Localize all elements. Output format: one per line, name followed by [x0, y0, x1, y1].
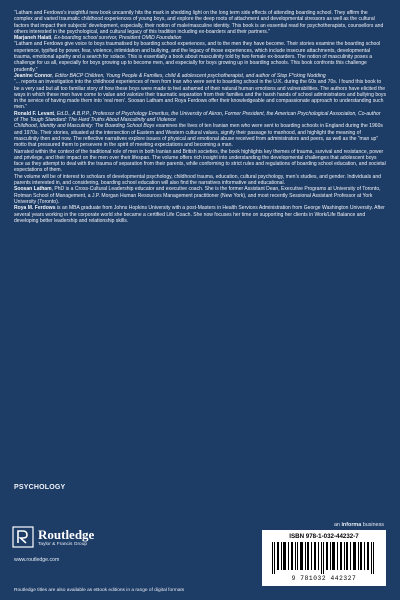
author-bio [14, 186, 386, 205]
endorser-name: Ronald F. Levant [14, 110, 55, 117]
publisher-url[interactable]: www.routledge.com [14, 557, 60, 563]
author-name: Roya M. Ferdows [14, 205, 56, 212]
endorser-role: , Editor BACP Children, Young People & Families, child & adolescent psychotherapist, and author of Stop F*cking Nodding [52, 72, 326, 79]
ebook-note: Routledge titles are also available as eBook editions in a range of digital formats [14, 588, 185, 593]
endorser-name: Marjaneh Halati [14, 35, 52, 42]
endorser-role: , Ed.D., A.B.P.P., Professor of Psychology Emeritus, the University of Akron, Former President, the American Psychological Association, Co-author of The Tough Standard: The Hard Truths About Masculinity and Violence [14, 110, 381, 124]
cover-text [14, 10, 386, 224]
publisher-name: Routledge [38, 527, 95, 542]
author-name: Soosan Latham [14, 186, 52, 193]
author-bio-text: , PhD is a Cross-Cultural Leadership educator and executive coach. She is the former Assistant Dean, Executive Programs at University of Toronto, Rotman School of Management, a J.P. Morgan Human Resources Management practitioner (New York), and most recently Sessional Assistant Professor at York University (Toronto). [14, 186, 381, 205]
author-bio-text: is an MBA graduate from Johns Hopkins University with a post-Masters in Health Services Administration from George Washington University. After several years working in the corporate world she became a certified Life Coach. She now focuses her time on supporting her clients in Work/Life Balance and developing better leadership and relationship skills. [14, 205, 385, 224]
routledge-logo-icon [12, 526, 34, 548]
barcode-icon [270, 542, 378, 574]
endorsement-quote: “Latham and Ferdows give voice to boys traumatised by boarding school experiences, and to the men they have become. Their stories examine the boarding school experience, typified by power, fear, violence, intimidation and bullying, and the legacy of those experiences, which include insecure attachments, developmental trauma, emotional apathy and a search for solace. This is essentially a book about masculinity told by two female ex-boarders. The notion of masculinity poses a challenge for us all, especially for boys growing up to become men, and especially for boys growing up in boarding schools. This book confronts this challenge prudently.” [14, 41, 381, 73]
endorser-role: , Ex-boarding school survivor, President OMID Foundation [51, 35, 182, 42]
endorsement-attribution [14, 111, 386, 124]
endorsement-quote: “... reports an investigation into the childhood experiences of men from Iran who were sent to boarding school in the U.K. during the 60s and 70s. I found this book to be a very sad but all too familiar story of how these boys were made to feel ashamed of their natural human emotions and vulnerabilities. The authors have elicited the ways in which these men have come to value and valorize their traumatic separation from their families and the harsh hands of school administrators and bullying boys in the service of having made them into ‘real men’. Soosan Latham and Roya Ferdows offer their knowledgeable and compassionate approach to understanding such men.” [14, 79, 386, 111]
endorsement-quote: “Latham and Ferdows’s insightful new book uncannily hits the mark in shedding light on the long term side effects of attending boarding school. They affirm the complex and varied traumatic childhood experiences of young boys, and explore the deep roots of attachment and developmental stressors as well as the cultural factors that impact their subjects’ development, especially, their notion of male/masculine identity. This book is an essential read for psychotherapists, counsellors and others interested in the psychological, and cultural legacy of this tradition including ex-boarders and their partners.” [14, 10, 384, 35]
barcode-panel [262, 530, 386, 586]
barcode-digits: 9 781032 442327 [291, 575, 357, 582]
book-description: Narrated within the context of the traditional role of men in both Iranian and British societies, the book highlights key themes of trauma, survival and resistance, power and privilege, and their impact on the men over their lifespan. The volume offers rich insight into understanding the developmental challenges that adolescent boys face as they attempt to deal with the trauma of separation from their parents, while conforming to strict rules and regulations of boarding school education, and societal expectations of them. [14, 148, 386, 174]
author-bio [14, 205, 386, 224]
informa-business-label: an informa business [333, 522, 384, 528]
book-title: Childhood, Identity and Masculinity: The Boarding School Boys [14, 123, 155, 130]
isbn-label: ISBN 978-1-032-44232-7 [289, 533, 359, 540]
subject-category: PSYCHOLOGY [14, 484, 66, 491]
book-description [14, 123, 386, 148]
publisher-group: Taylor & Francis Group [38, 542, 88, 547]
endorser-name: Jeanine Connor [14, 72, 53, 79]
book-description: The volume will be of interest to scholars of developmental psychology, childhood trauma, education, cultural psychology, men’s studies, and gender. Individuals and parents interested in, and considering, boarding school education will also find the narratives informative and educational. [14, 173, 381, 187]
description-text: examines the lives of ten Iranian men who were sent to boarding schools in England during the 1960s and 1970s. Their stories, situated at the intersection of Eastern and Western cultural values, signify their passage to manhood, and highlight the meaning of masculinity then and now. The reflective narratives explore issues of physical and emotional abuse received from administrators and peers, as well as the “man up” motto that pressured them to persevere in the spirit of meeting expectations and becoming a man. [14, 123, 383, 149]
